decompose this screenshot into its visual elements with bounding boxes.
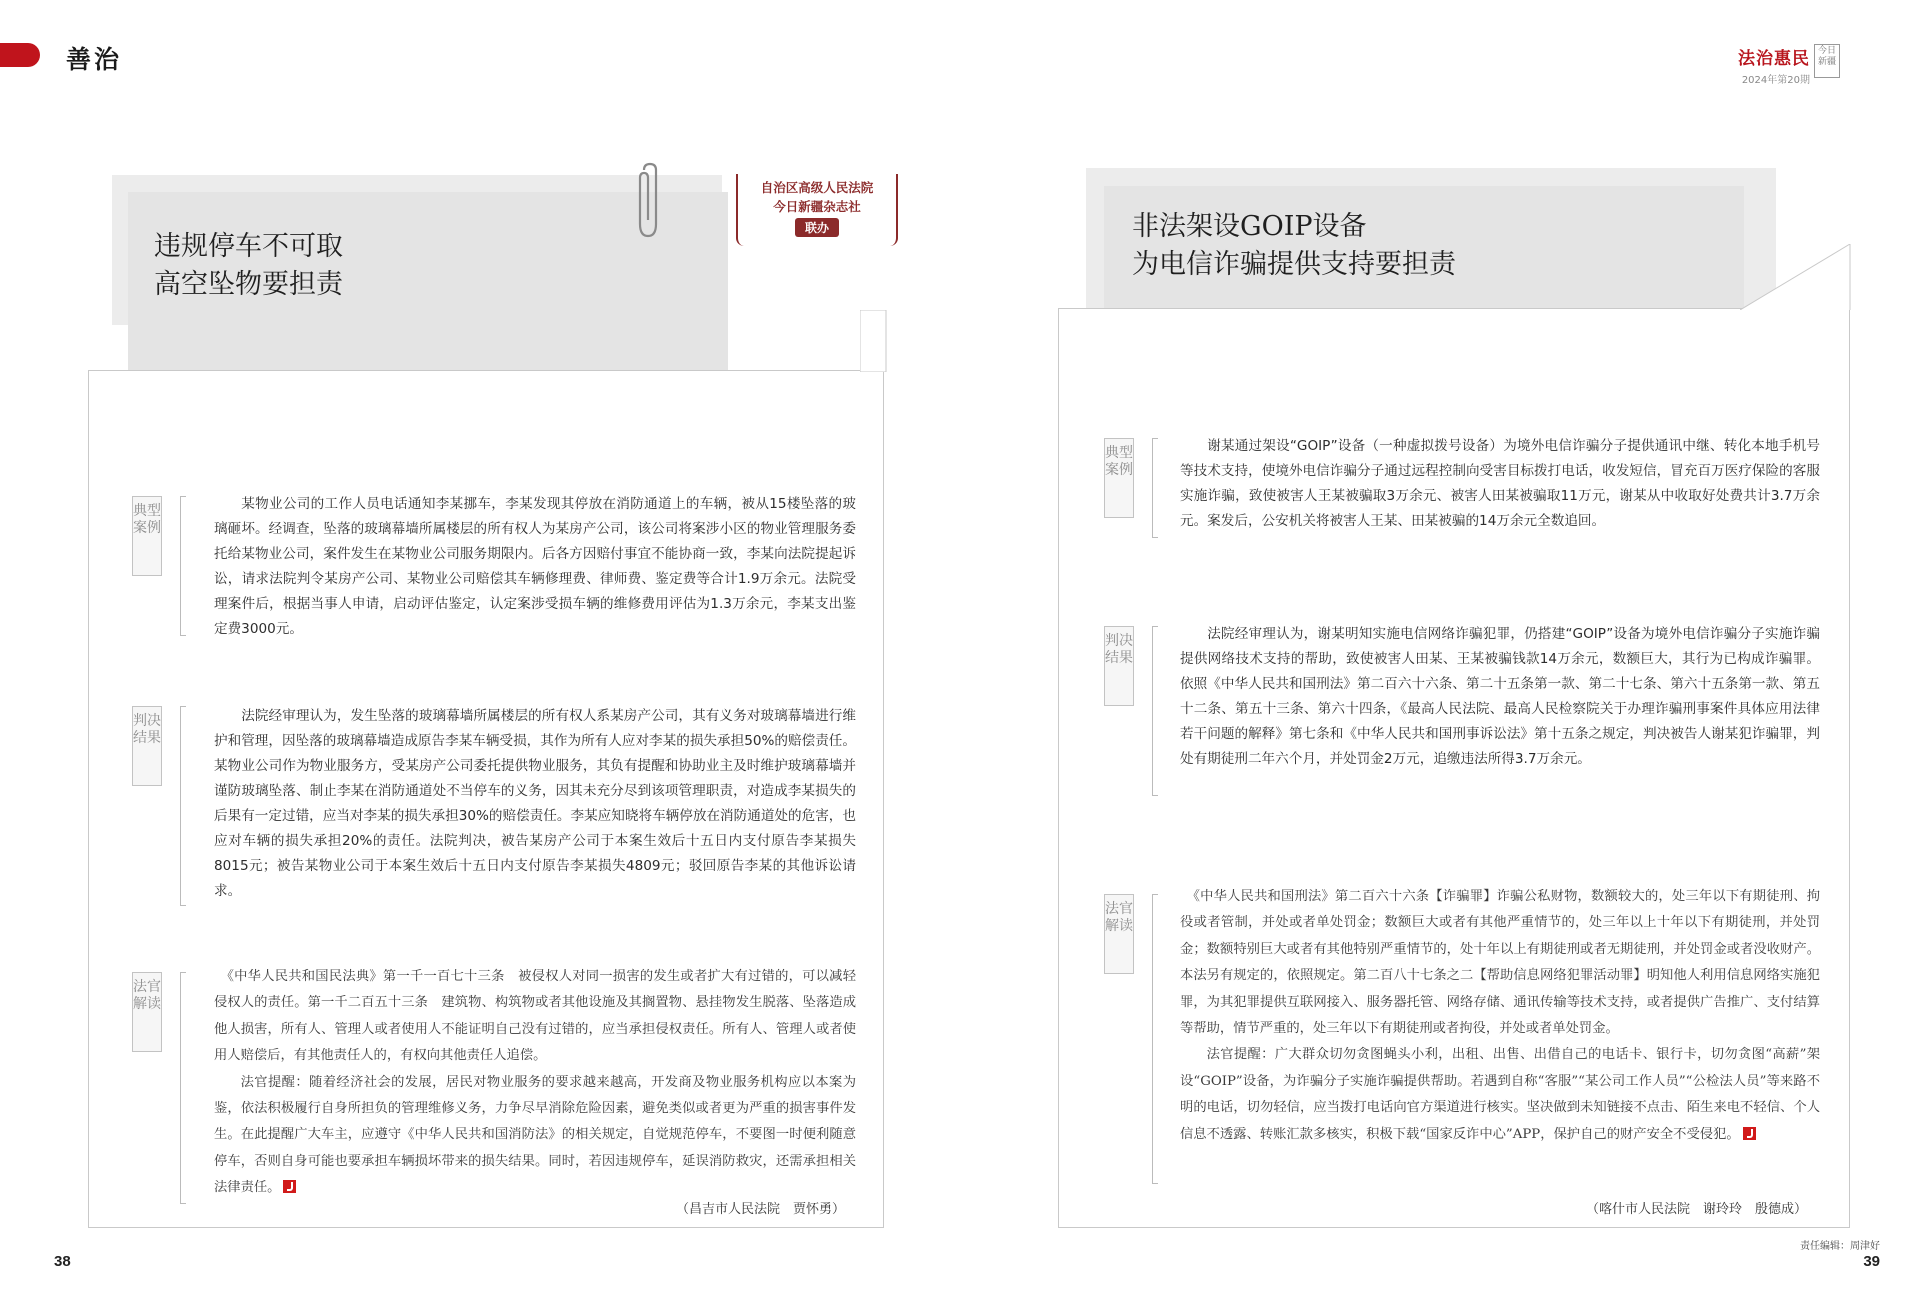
left-article-title-line2: 高空坠物要担责 xyxy=(154,269,343,300)
right-label-bracket-case xyxy=(1152,438,1158,538)
badge-organizer-magazine: 今日新疆杂志社 xyxy=(773,199,861,214)
right-label-bracket-judgment xyxy=(1152,626,1158,796)
left-law-text: 《中华人民共和国民法典》第一千一百七十三条 被侵权人对同一损害的发生或者扩大有过错的，可以减轻侵权人的责任。第一千二百五十三条 建筑物、构筑物或者其他设施及其搁置物、悬挂物发生脱落、坠落造成他人损害，所有人、管理人或者使用人不能证明自己没有过错的，应当承担侵权责任。所有人、管理人或者使用人赔偿后，有其他责任人的，有权向其他责任人追偿。 xyxy=(214,969,856,1064)
left-interpretation-text xyxy=(214,964,856,1202)
paperclip-icon xyxy=(630,162,670,242)
right-case-text: 谢某通过架设“GOIP”设备（一种虚拟拨号设备）为境外电信诈骗分子提供通讯中继、转化本地手机号等技术支持，使境外电信诈骗分子通过远程控制向受害目标拨打电话，收发短信，冒充百万医疗保险的客服实施诈骗，致使被害人王某被骗取3万余元、被害人田某被骗取11万元，谢某从中收取好处费共计3.7万余元。案发后，公安机关将被害人王某、田某被骗的14万余元全数追回。 xyxy=(1180,438,1820,529)
right-law-text: 《中华人民共和国刑法》第二百六十六条【诈骗罪】诈骗公私财物，数额较大的，处三年以下有期徒刑、拘役或者管制，并处或者单处罚金；数额巨大或者有其他严重情节的，处三年以上十年以下有期徒刑，并处罚金；数额特别巨大或者有其他特别严重情节的，处十年以上有期徒刑或者无期徒刑，并处罚金或者没收财产。本法另有规定的，依照规定。第二百八十七条之二【帮助信息网络犯罪活动罪】明知他人利用信息网络实施犯罪，为其犯罪提供互联网接入、服务器托管、网络存储、通讯传输等技术支持，或者提供广告推广、支付结算等帮助，情节严重的，处三年以下有期徒刑或者拘役，并处或者单处罚金。 xyxy=(1180,889,1820,1037)
right-label-judgment: 判决结果 xyxy=(1104,626,1134,706)
right-title-card xyxy=(1104,186,1744,308)
magazine-name: 法治惠民 xyxy=(1738,49,1810,69)
left-signature: （昌吉市人民法院 贾怀勇） xyxy=(676,1202,846,1217)
left-label-bracket-interpretation xyxy=(180,972,186,1204)
magazine-logo: 今日新疆 xyxy=(1814,44,1840,78)
left-label-bracket-case xyxy=(180,496,186,636)
right-label-interpretation: 法官解读 xyxy=(1104,894,1134,974)
right-label-bracket-interpretation xyxy=(1152,894,1158,1184)
section-tab-marker xyxy=(0,43,40,67)
section-title: 善治 xyxy=(66,45,123,74)
left-paper-corner-fold xyxy=(860,310,890,372)
end-mark-icon xyxy=(283,1180,296,1193)
joint-organizer-badge xyxy=(736,174,898,246)
left-label-judgment: 判决结果 xyxy=(132,706,162,786)
right-reminder-text: 法官提醒：广大群众切勿贪图蝇头小利，出租、出售、出借自己的电话卡、银行卡，切勿贪图“高薪”架设“GOIP”设备，为诈骗分子实施诈骗提供帮助。若遇到自称“客服”“某公司工作人员”“公检法人员”等来路不明的电话，切勿轻信，应当拨打电话向官方渠道进行核实。坚决做到未知链接不点击、陌生来电不轻信、个人信息不透露、转账汇款多核实，积极下载“国家反诈中心”APP，保护自己的财产安全不受侵犯。 xyxy=(1180,1047,1820,1142)
magazine-issue: 2024年第20期 xyxy=(1741,75,1810,86)
badge-organizer-court: 自治区高级人民法院 xyxy=(760,180,874,195)
badge-joint-label: 联办 xyxy=(795,218,839,237)
left-label-interpretation: 法官解读 xyxy=(132,972,162,1052)
left-label-typical-case: 典型案例 xyxy=(132,496,162,576)
right-article-title-line1: 非法架设GOIP设备 xyxy=(1132,211,1367,242)
right-signature: （喀什市人民法院 谢玲玲 殷德成） xyxy=(1586,1202,1808,1217)
left-article-title-line1: 违规停车不可取 xyxy=(154,231,343,262)
responsible-editor: 责任编辑：周津好 xyxy=(1800,1241,1880,1252)
page-number-left: 38 xyxy=(54,1253,71,1270)
right-paper-corner-fold xyxy=(1740,244,1852,310)
end-mark-icon xyxy=(1743,1127,1756,1140)
right-label-typical-case: 典型案例 xyxy=(1104,438,1134,518)
right-interpretation-text xyxy=(1180,884,1820,1148)
left-label-bracket-judgment xyxy=(180,706,186,906)
magazine-brand xyxy=(1738,44,1810,86)
left-case-text: 某物业公司的工作人员电话通知李某挪车，李某发现其停放在消防通道上的车辆，被从15楼坠落的玻璃砸坏。经调查，坠落的玻璃幕墙所属楼层的所有权人为某房产公司，该公司将案涉小区的物业管理服务委托给某物业公司，案件发生在某物业公司服务期限内。后各方因赔付事宜不能协商一致，李某向法院提起诉讼，请求法院判令某房产公司、某物业公司赔偿其车辆修理费、律师费、鉴定费等合计1.9万余元。法院受理案件后，根据当事人申请，启动评估鉴定，认定案涉受损车辆的维修费用评估为1.3万余元，李某支出鉴定费3000元。 xyxy=(214,496,856,637)
left-reminder-text: 法官提醒：随着经济社会的发展，居民对物业服务的要求越来越高，开发商及物业服务机构应以本案为鉴，依法积极履行自身所担负的管理维修义务，力争尽早消除危险因素，避免类似或者更为严重的损害事件发生。在此提醒广大车主，应遵守《中华人民共和国消防法》的相关规定，自觉规范停车，不要图一时便利随意停车，否则自身可能也要承担车辆损坏带来的损失结果。同时，若因违规停车，延误消防救灾，还需承担相关法律责任。 xyxy=(214,1074,856,1196)
right-article-title-line2: 为电信诈骗提供支持要担责 xyxy=(1132,249,1456,280)
left-judgment-text: 法院经审理认为，发生坠落的玻璃幕墙所属楼层的所有权人系某房产公司，其有义务对玻璃幕墙进行维护和管理，因坠落的玻璃幕墙造成原告李某车辆受损，其作为所有人应对李某的损失承担50%的赔偿责任。某物业公司作为物业服务方，受某房产公司委托提供物业服务，其负有提醒和协助业主及时维护玻璃幕墙并谨防玻璃坠落、制止李某在消防通道处不当停车的义务，因其未充分尽到该项管理职责，对造成李某损失的后果有一定过错，应当对李某的损失承担30%的赔偿责任。李某应知晓将车辆停放在消防通道处的危害，也应对车辆的损失承担20%的责任。法院判决，被告某房产公司于本案生效后十五日内支付原告李某损失8015元；被告某物业公司于本案生效后十五日内支付原告李某损失4809元；驳回原告李某的其他诉讼请求。 xyxy=(214,708,856,899)
page-number-right: 39 xyxy=(1863,1253,1880,1270)
right-judgment-text: 法院经审理认为，谢某明知实施电信网络诈骗犯罪，仍搭建“GOIP”设备为境外电信诈骗分子实施诈骗提供网络技术支持的帮助，致使被害人田某、王某被骗钱款14万余元，数额巨大，其行为已构成诈骗罪。依照《中华人民共和国刑法》第二百六十六条、第二十五条第一款、第二十七条、第六十五条第一款、第五十二条、第五十三条、第六十四条，《最高人民法院、最高人民检察院关于办理诈骗刑事案件具体应用法律若干问题的解释》第七条和《中华人民共和国刑事诉讼法》第十五条之规定，判决被告人谢某犯诈骗罪，判处有期徒刑二年六个月，并处罚金2万元，追缴违法所得3.7万余元。 xyxy=(1180,626,1820,767)
